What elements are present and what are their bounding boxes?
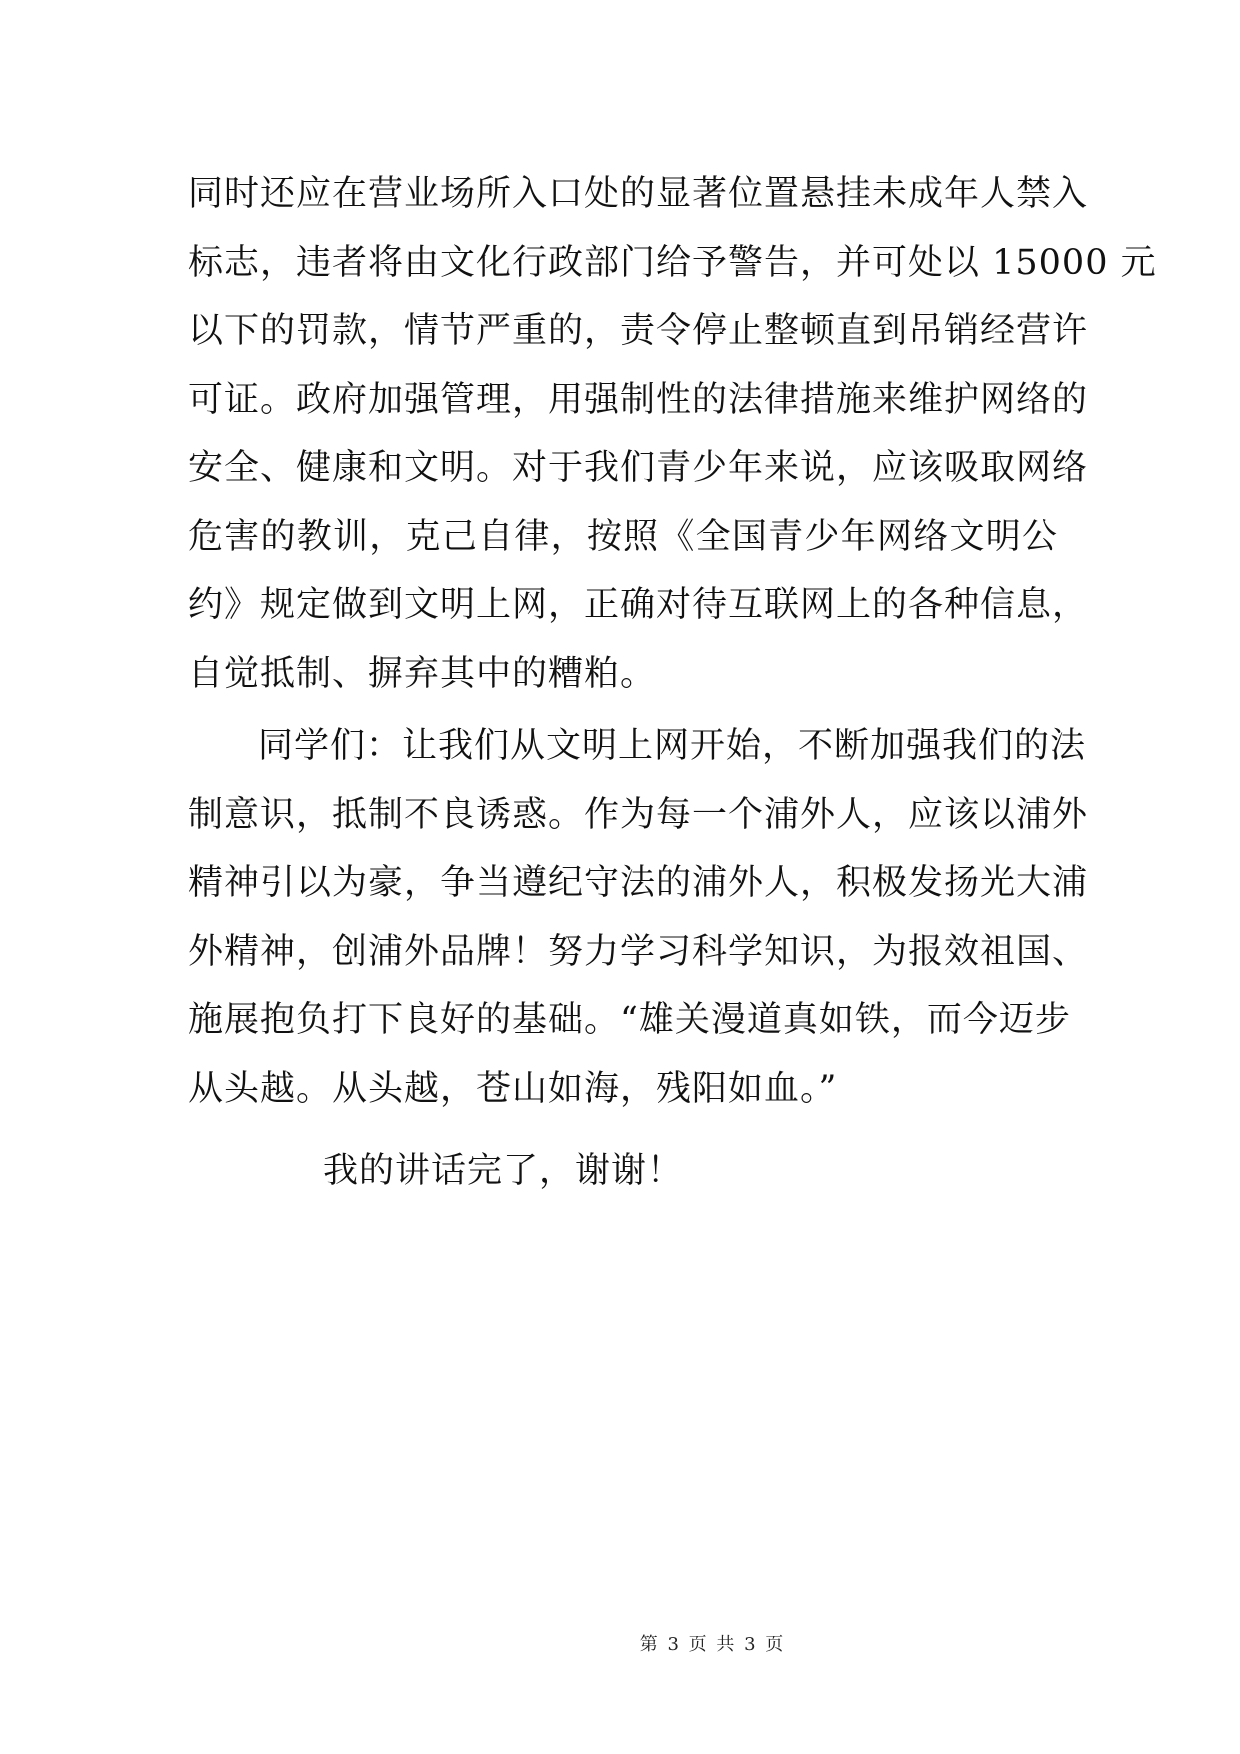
paragraph-line: 外精神，创浦外品牌！努力学习科学知识，为报效祖国、 bbox=[188, 931, 1089, 972]
paragraph-line: 危害的教训，克己自律，按照《全国青少年网络文明公 bbox=[188, 516, 1058, 557]
paragraph-line: 施展抱负打下良好的基础。“雄关漫道真如铁，而今迈步 bbox=[188, 1000, 1071, 1040]
closing-remark: 我的讲话完了，谢谢！ bbox=[323, 1151, 684, 1191]
paragraph-line: 约》规定做到文明上网，正确对待互联网上的各种信息， bbox=[188, 585, 1089, 625]
document-body bbox=[188, 160, 1157, 1206]
paragraph-line: 制意识，抵制不良诱惑。作为每一个浦外人，应该以浦外 bbox=[188, 794, 1089, 835]
page-footer bbox=[0, 1630, 1240, 1656]
paragraph-line: 自觉抵制、摒弃其中的糟粕。 bbox=[188, 653, 657, 694]
paragraph-line: 可证。政府加强管理，用强制性的法律措施来维护网络的 bbox=[188, 379, 1089, 420]
paragraph-line: 以下的罚款，情节严重的，责令停止整顿直到吊销经营许 bbox=[188, 311, 1089, 351]
paragraph-line: 安全、健康和文明。对于我们青少年来说，应该吸取网络 bbox=[188, 448, 1089, 488]
paragraph-line: 同时还应在营业场所入口处的显著位置悬挂未成年人禁入 bbox=[188, 174, 1089, 214]
page-number: 第 3 页 共 3 页 bbox=[639, 1634, 786, 1655]
paragraph-line: 从头越。从头越，苍山如海，残阳如血。” bbox=[188, 1068, 838, 1109]
paragraph-line: 精神引以为豪，争当遵纪守法的浦外人，积极发扬光大浦 bbox=[188, 863, 1089, 903]
paragraph-1 bbox=[188, 160, 1157, 708]
paragraph-line: 同学们：让我们从文明上网开始，不断加强我们的法 bbox=[258, 726, 1087, 766]
paragraph-2 bbox=[188, 712, 1089, 1123]
paragraph-line: 标志，违者将由文化行政部门给予警告，并可处以 15000 元 bbox=[188, 242, 1157, 283]
